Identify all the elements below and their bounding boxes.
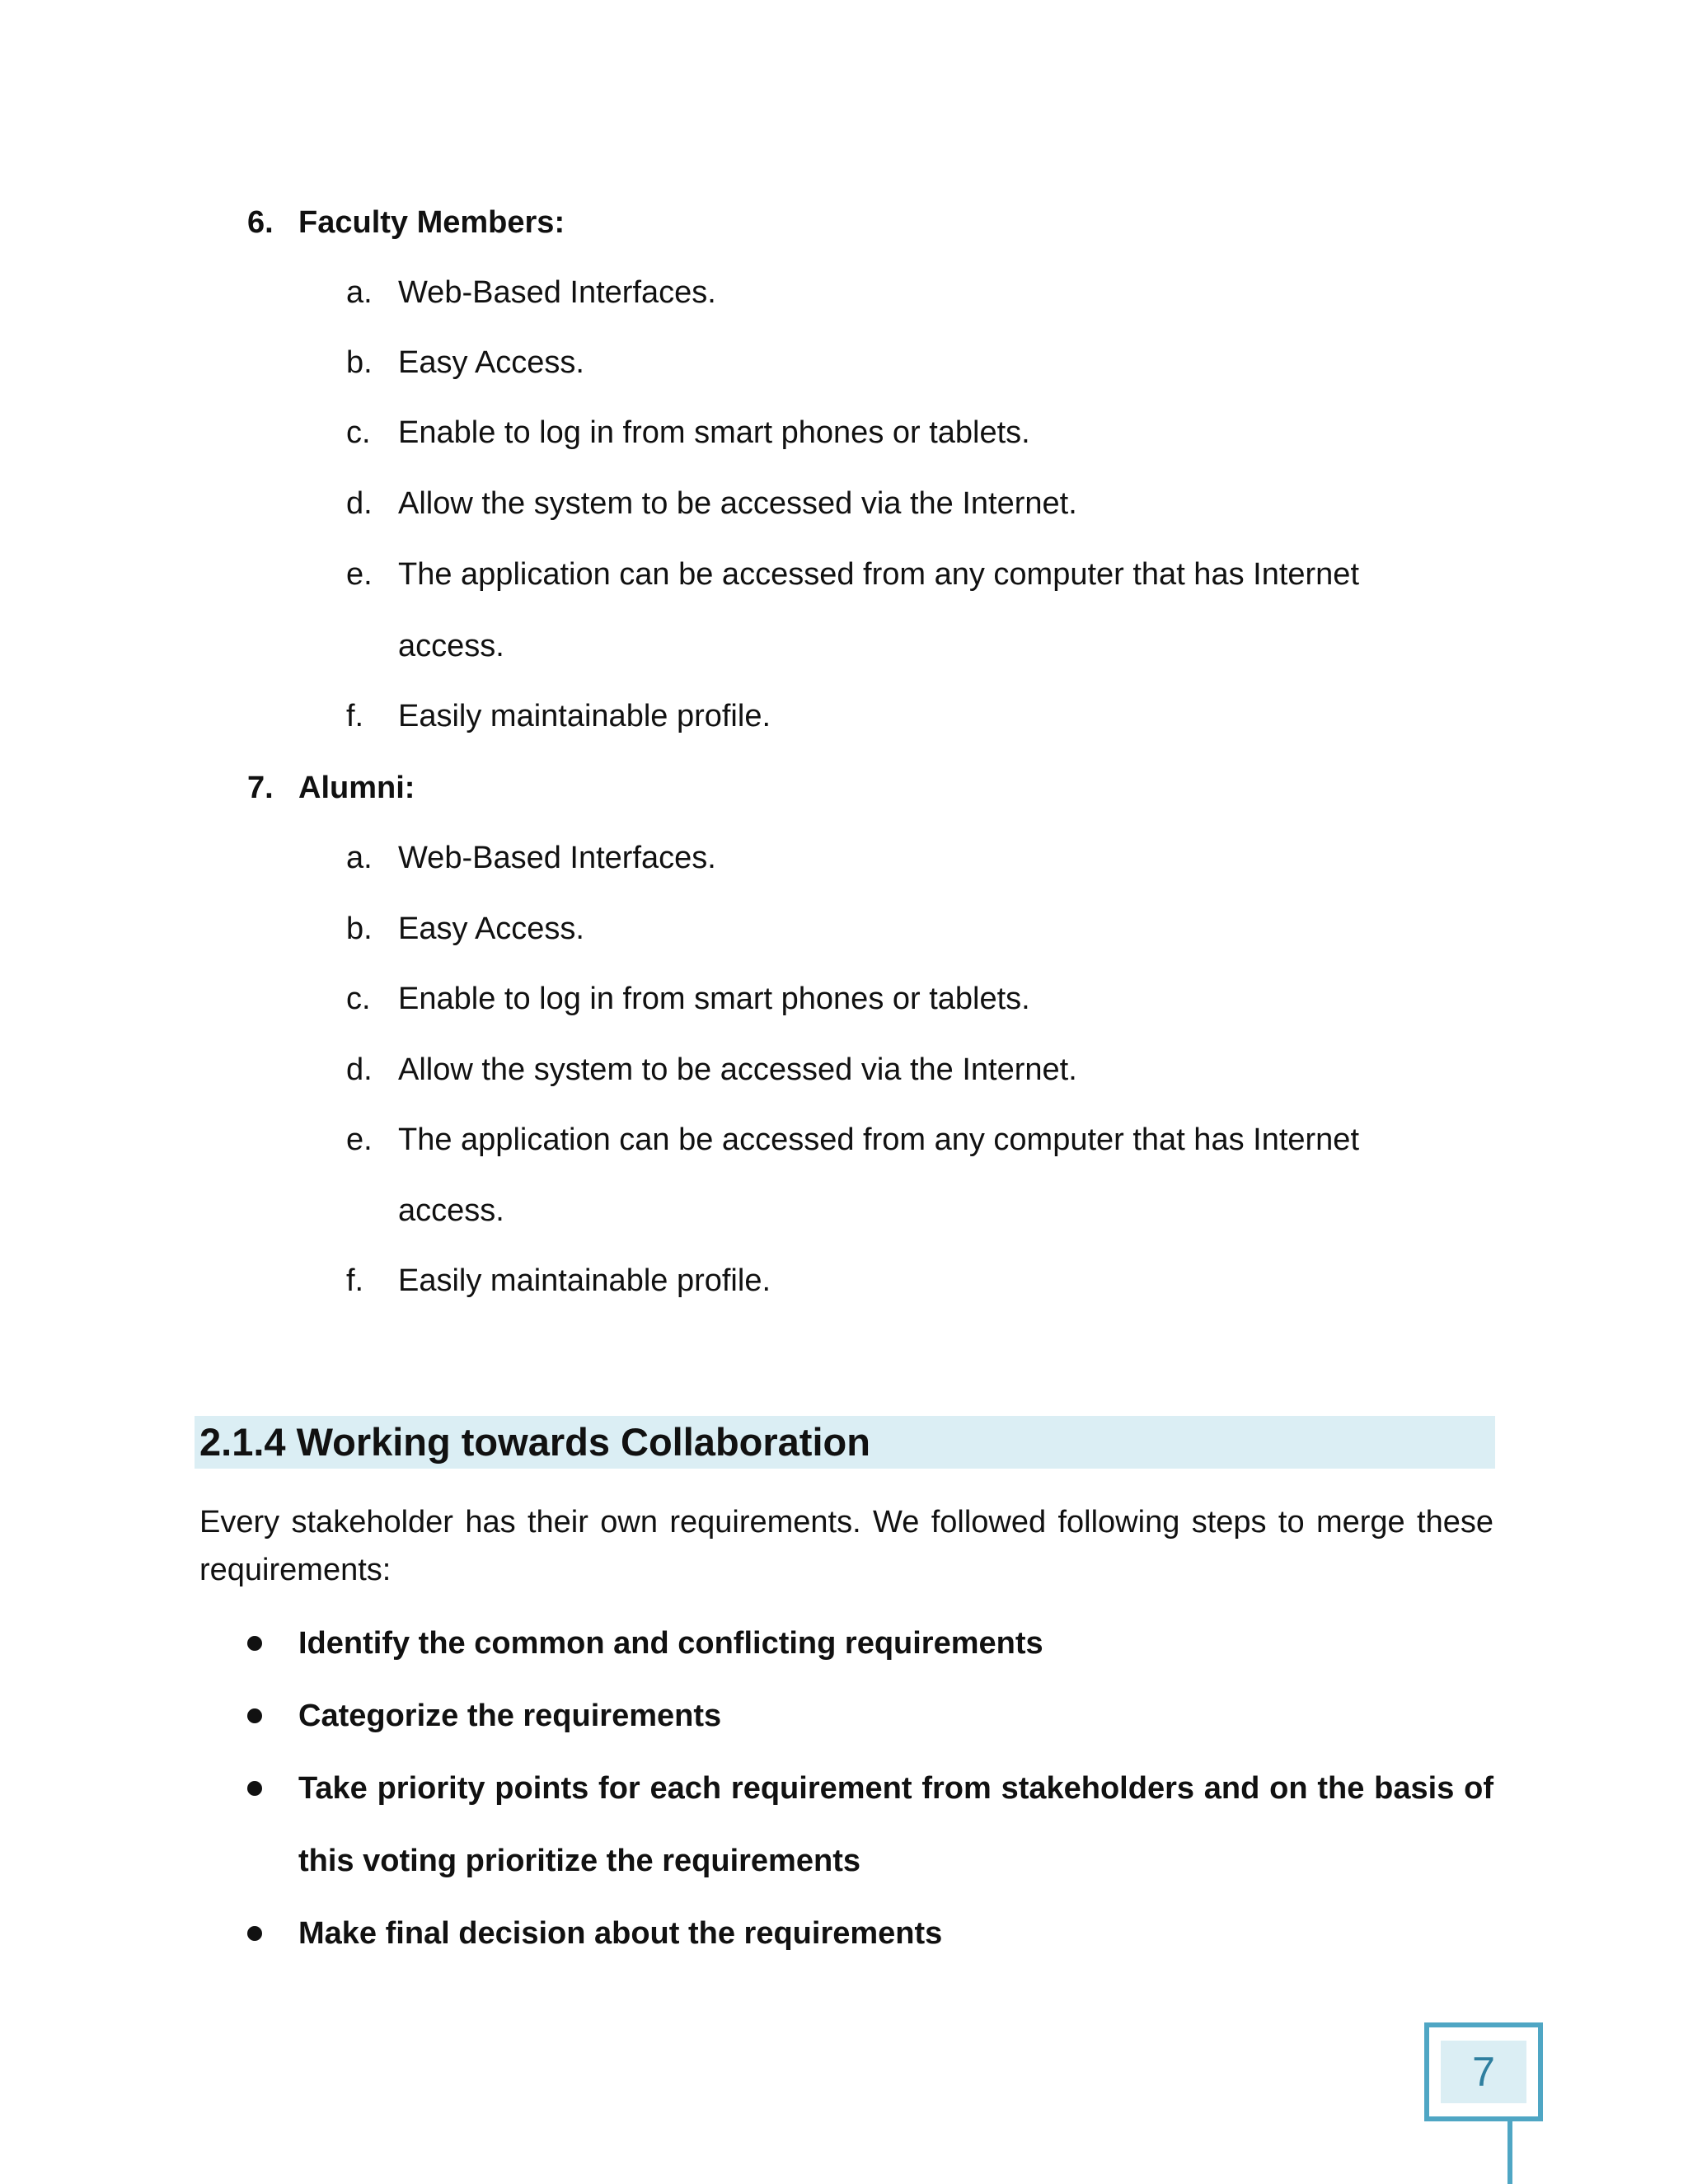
- bullet-item: Identify the common and conflicting requirements: [298, 1626, 1043, 1661]
- sub-item-letter: e.: [346, 1122, 373, 1157]
- sub-item-text: Easy Access.: [398, 912, 584, 946]
- sub-item-text: Allow the system to be accessed via the Internet.: [398, 1052, 1077, 1087]
- sub-item-letter: a.: [346, 841, 373, 875]
- sub-item-letter: b.: [346, 912, 373, 946]
- list-title: Faculty Members:: [298, 205, 565, 240]
- sub-item-text: Easy Access.: [398, 345, 584, 380]
- bullet-item: Categorize the requirements: [298, 1699, 722, 1733]
- sub-item-letter: d.: [346, 486, 373, 521]
- sub-item-text: Enable to log in from smart phones or tablets.: [398, 982, 1030, 1016]
- sub-item-text: Web-Based Interfaces.: [398, 841, 716, 875]
- sub-item-letter: b.: [346, 345, 373, 380]
- sub-item-letter: c.: [346, 415, 371, 450]
- page-number-stem: [1507, 2121, 1512, 2184]
- sub-item-letter: d.: [346, 1052, 373, 1087]
- bullet-icon: [247, 1781, 262, 1796]
- bullet-item: Make final decision about the requirements: [298, 1916, 943, 1951]
- bullet-icon: [247, 1926, 262, 1941]
- bullet-icon: [247, 1636, 262, 1651]
- sub-item-text: Easily maintainable profile.: [398, 1263, 771, 1298]
- sub-item-text-continued: access.: [398, 1193, 504, 1228]
- sub-item-text: The application can be accessed from any computer that has Internet: [398, 557, 1359, 592]
- bullet-item: Take priority points for each requirement from stakeholders and on the basis of this voting prioritize the requirements: [298, 1771, 1493, 1878]
- sub-item-text: Enable to log in from smart phones or tablets.: [398, 415, 1030, 450]
- sub-item-text: Web-Based Interfaces.: [398, 275, 716, 310]
- page-number: 7: [1441, 2041, 1526, 2103]
- sub-item-letter: a.: [346, 275, 373, 310]
- sub-item-text: Easily maintainable profile.: [398, 699, 771, 733]
- list-title: Alumni:: [298, 771, 415, 805]
- sub-item-text: The application can be accessed from any computer that has Internet: [398, 1122, 1359, 1157]
- list-number: 7.: [247, 771, 274, 805]
- bullet-icon: [247, 1708, 262, 1723]
- page-number-frame: [1424, 2022, 1543, 2121]
- sub-item-letter: f.: [346, 699, 364, 733]
- section-heading: 2.1.4 Working towards Collaboration: [195, 1416, 1495, 1469]
- sub-item-letter: f.: [346, 1263, 364, 1298]
- sub-item-text: Allow the system to be accessed via the Internet.: [398, 486, 1077, 521]
- list-number: 6.: [247, 205, 274, 240]
- sub-item-letter: c.: [346, 982, 371, 1016]
- sub-item-text-continued: access.: [398, 629, 504, 663]
- section-intro-paragraph: Every stakeholder has their own requirements. We followed following steps to merge these requirements:: [199, 1505, 1493, 1587]
- sub-item-letter: e.: [346, 557, 373, 592]
